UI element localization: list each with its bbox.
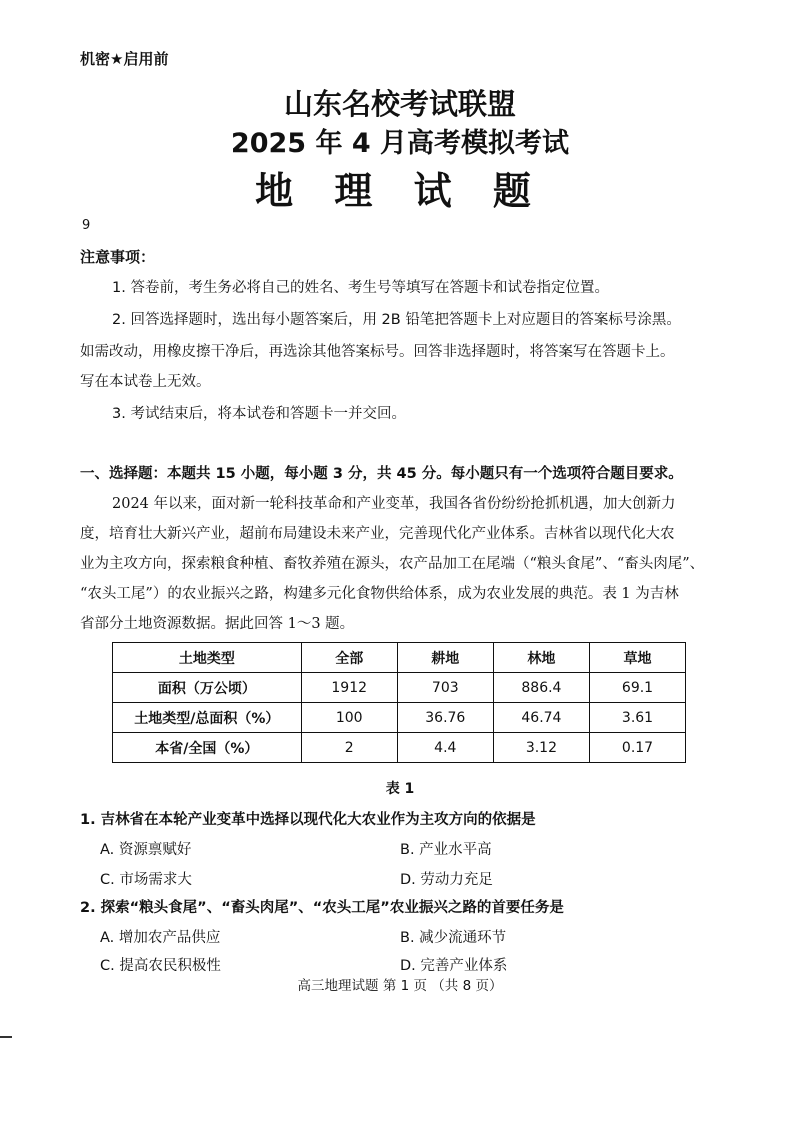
page-footer: 高三地理试题 第 1 页 （共 8 页） xyxy=(297,978,503,994)
section-heading: 一、选择题：本题共 15 小题，每小题 3 分，共 45 分。每小题只有一个选项符合题目要求。 xyxy=(80,466,683,482)
table-header-row xyxy=(113,643,686,673)
question-option: D. 劳动力充足 xyxy=(400,872,493,888)
question-stem: 2. 探索“粮头食尾”、“畜头肉尾”、“农头工尾”农业振兴之路的首要任务是 xyxy=(80,900,564,916)
table-cell: 3.61 xyxy=(589,703,685,733)
passage-line: 2024 年以来，面对新一轮科技革命和产业变革，我国各省份纷纷抢抓机遇，加大创新力 xyxy=(112,496,676,512)
notice-heading: 注意事项： xyxy=(80,248,156,266)
question-option: A. 增加农产品供应 xyxy=(100,930,221,946)
table-cell: 1912 xyxy=(301,673,397,703)
notice-line: 3. 考试结束后，将本试卷和答题卡一并交回。 xyxy=(112,406,406,422)
table-cell: 面积（万公顷） xyxy=(113,673,302,703)
table-row xyxy=(113,733,686,763)
passage-line: 度，培育壮大新兴产业，超前布局建设未来产业，完善现代化产业体系。吉林省以现代化大农 xyxy=(80,526,675,542)
notice-line: 如需改动，用橡皮擦干净后，再选涂其他答案标号。回答非选择题时，将答案写在答题卡上。 xyxy=(80,344,675,360)
table-header-cell: 林地 xyxy=(493,643,589,673)
passage-line: 省部分土地资源数据。据此回答 1～3 题。 xyxy=(80,616,355,632)
table-caption: 表 1 xyxy=(385,781,415,797)
table-row xyxy=(113,703,686,733)
table-cell: 2 xyxy=(301,733,397,763)
question-option: D. 完善产业体系 xyxy=(400,958,508,974)
question-option: B. 产业水平高 xyxy=(400,842,492,858)
table-cell: 4.4 xyxy=(397,733,493,763)
notice-line: 1. 答卷前，考生务必将自己的姓名、考生号等填写在答题卡和试卷指定位置。 xyxy=(112,280,609,296)
question-option: B. 减少流通环节 xyxy=(400,930,507,946)
exam-title: 2025 年 4 月高考模拟考试 xyxy=(230,128,570,159)
question-option: A. 资源禀赋好 xyxy=(100,842,192,858)
table-header-cell: 耕地 xyxy=(397,643,493,673)
table-cell: 土地类型/总面积（%） xyxy=(113,703,302,733)
subject-title: 地 理 试 题 xyxy=(255,169,545,213)
question-stem: 1. 吉林省在本轮产业变革中选择以现代化大农业作为主攻方向的依据是 xyxy=(80,812,536,828)
question-option: C. 提高农民积极性 xyxy=(100,958,221,974)
table-cell: 本省/全国（%） xyxy=(113,733,302,763)
table-cell: 100 xyxy=(301,703,397,733)
notice-line: 2. 回答选择题时，选出每小题答案后，用 2B 铅笔把答题卡上对应题目的答案标号涂黑。 xyxy=(112,312,681,328)
confidential-label: 机密★启用前 xyxy=(80,50,169,68)
alliance-title: 山东名校考试联盟 xyxy=(283,87,516,121)
table-cell: 46.74 xyxy=(493,703,589,733)
table-header-cell: 全部 xyxy=(301,643,397,673)
table-cell: 0.17 xyxy=(589,733,685,763)
table-cell: 3.12 xyxy=(493,733,589,763)
question-option: C. 市场需求大 xyxy=(100,872,192,888)
table-cell: 886.4 xyxy=(493,673,589,703)
stray-mark: 9 xyxy=(82,218,91,233)
passage-line: 业为主攻方向，探索粮食种植、畜牧养殖在源头，农产品加工在尾端（“粮头食尾”、“畜头肉尾”、 xyxy=(80,556,705,572)
table-cell: 703 xyxy=(397,673,493,703)
notice-line: 写在本试卷上无效。 xyxy=(80,374,211,390)
table-row xyxy=(113,673,686,703)
land-resource-table xyxy=(112,642,686,763)
table-cell: 36.76 xyxy=(397,703,493,733)
scan-edge-mark xyxy=(0,1036,12,1038)
table-header-cell: 土地类型 xyxy=(113,643,302,673)
passage-line: “农头工尾”）的农业振兴之路，构建多元化食物供给体系，成为农业发展的典范。表 1 为吉林 xyxy=(80,586,679,602)
table-cell: 69.1 xyxy=(589,673,685,703)
table-header-cell: 草地 xyxy=(589,643,685,673)
